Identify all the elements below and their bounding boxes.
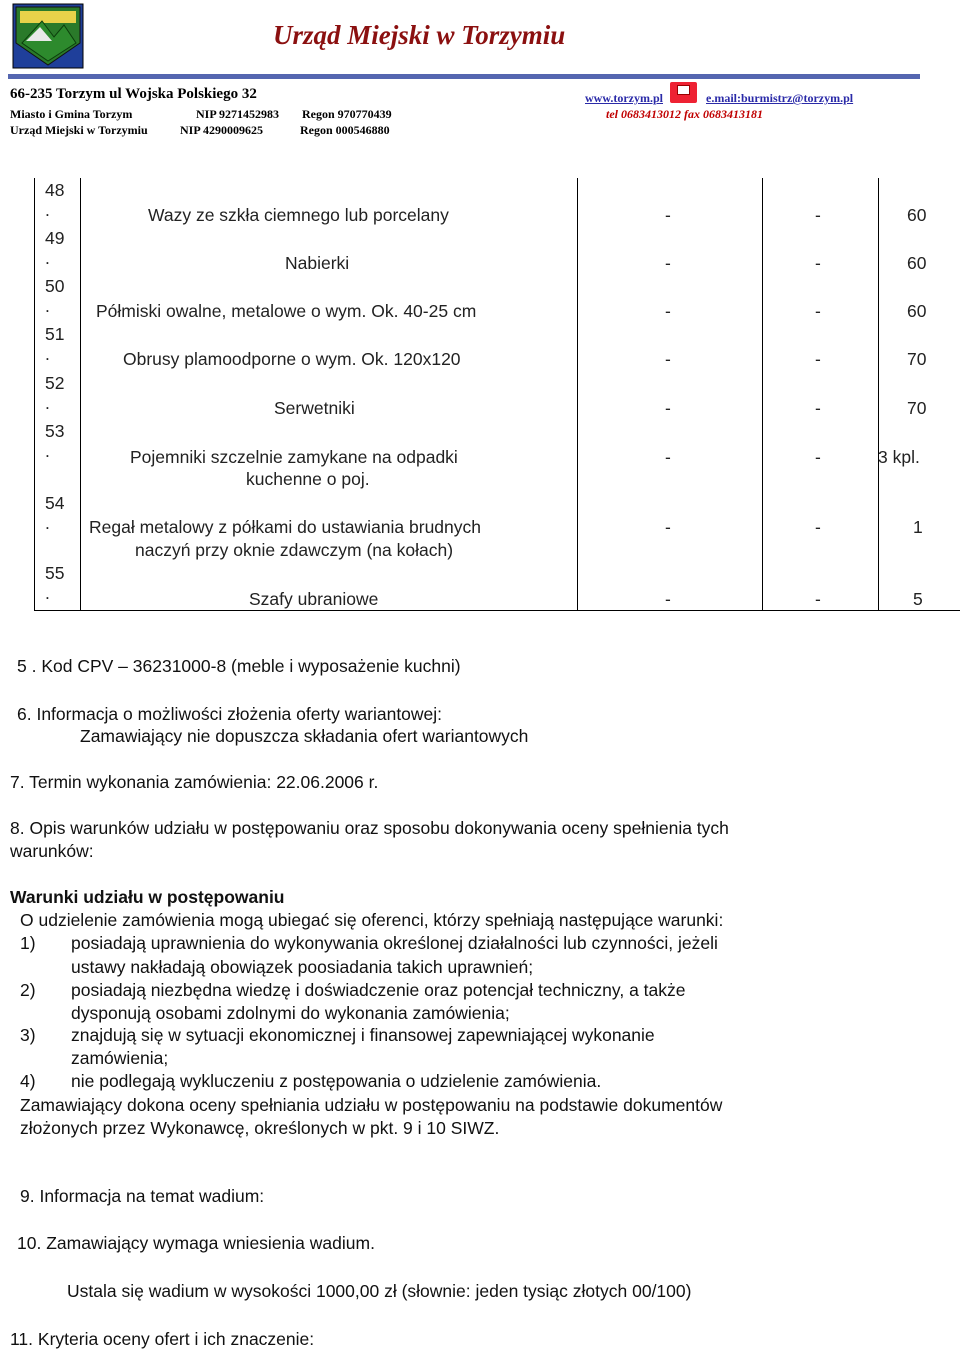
- list-marker: 1): [20, 933, 36, 953]
- row-number-dot: .: [45, 583, 50, 603]
- item-name-line2: naczyń przy oknie zdawczym (na kołach): [135, 540, 454, 560]
- row-number: 48: [45, 180, 65, 200]
- header-rule: [8, 74, 920, 79]
- item-col2: -: [815, 253, 821, 273]
- item-name: Obrusy plamoodporne o wym. Ok. 120x120: [123, 349, 461, 369]
- office-address: 66-235 Torzym ul Wojska Polskiego 32: [10, 86, 257, 102]
- list-item: posiadają uprawnienia do wykonywania określonej działalności lub czynności, jeżeli: [71, 933, 718, 953]
- line2-name: Miasto i Gmina Torzym: [10, 107, 133, 121]
- section-5-cpv: 5 . Kod CPV – 36231000-8 (meble i wyposażenie kuchni): [17, 656, 461, 676]
- item-col1: -: [665, 517, 671, 537]
- item-col2: -: [815, 517, 821, 537]
- row-number-dot: .: [45, 441, 50, 461]
- item-name: Półmiski owalne, metalowe o wym. Ok. 40-25 cm: [96, 301, 477, 321]
- section-8-line1: 8. Opis warunków udziału w postępowaniu oraz sposobu dokonywania oceny spełnienia tych: [10, 818, 729, 838]
- row-number-dot: .: [45, 513, 50, 533]
- item-col1: -: [665, 253, 671, 273]
- row-number-dot: .: [45, 393, 50, 413]
- line3-regon: Regon 000546880: [300, 123, 390, 137]
- row-number: 53: [45, 421, 65, 441]
- item-qty: 1: [913, 517, 923, 537]
- row-number-dot: .: [45, 344, 50, 364]
- row-number: 55: [45, 563, 65, 583]
- section-7-deadline: 7. Termin wykonania zamówienia: 22.06.2006 r.: [10, 772, 379, 792]
- item-col2: -: [815, 447, 821, 467]
- row-number-dot: .: [45, 296, 50, 316]
- item-qty: 60: [907, 205, 927, 225]
- list-item-cont: zamówienia;: [71, 1048, 169, 1068]
- website-link[interactable]: www.torzym.pl: [585, 91, 663, 105]
- list-marker: 3): [20, 1025, 36, 1045]
- table-border: [34, 178, 35, 610]
- table-border: [577, 178, 578, 610]
- item-name: Pojemniki szczelnie zamykane na odpadki: [130, 447, 458, 467]
- list-marker: 4): [20, 1071, 36, 1091]
- section-11-criteria: 11. Kryteria oceny ofert i ich znaczenie:: [10, 1329, 315, 1349]
- item-qty: 70: [907, 398, 927, 418]
- section-10-wadium: 10. Zamawiający wymaga wniesienia wadium.: [17, 1233, 375, 1253]
- conditions-intro: O udzielenie zamówienia mogą ubiegać się oferenci, którzy spełniają następujące warunki:: [20, 910, 724, 930]
- row-number-dot: .: [45, 200, 50, 220]
- row-number: 50: [45, 276, 65, 296]
- row-number-dot: .: [45, 248, 50, 268]
- item-col1: -: [665, 447, 671, 467]
- item-name-line2: kuchenne o poj.: [246, 469, 370, 489]
- item-qty: 3 kpl.: [878, 447, 920, 467]
- item-col1: -: [665, 589, 671, 609]
- item-qty: 60: [907, 253, 927, 273]
- website-icon: [670, 82, 697, 103]
- item-name: Serwetniki: [274, 398, 355, 418]
- item-qty: 70: [907, 349, 927, 369]
- item-col1: -: [665, 398, 671, 418]
- list-item: znajdują się w sytuacji ekonomicznej i finansowej zapewniającej wykonanie: [71, 1025, 655, 1045]
- line2-nip: NIP 9271452983: [196, 107, 280, 121]
- assessment-line1: Zamawiający dokona oceny spełniania udziału w postępowaniu na podstawie dokumentów: [20, 1095, 723, 1115]
- table-border: [762, 178, 763, 610]
- item-name: Wazy ze szkła ciemnego lub porcelany: [148, 205, 449, 225]
- table-border: [34, 610, 960, 611]
- item-name: Nabierki: [285, 253, 350, 273]
- row-number: 54: [45, 493, 65, 513]
- list-item: posiadają niezbędna wiedzę i doświadczenie oraz potencjał techniczny, a także: [71, 980, 686, 1000]
- item-col2: -: [815, 589, 821, 609]
- item-col2: -: [815, 349, 821, 369]
- municipality-crest-logo: [12, 3, 84, 69]
- email-link[interactable]: e.mail:burmistrz@torzym.pl: [706, 91, 854, 105]
- section-9-wadium-info: 9. Informacja na temat wadium:: [20, 1186, 265, 1206]
- table-border: [80, 178, 81, 610]
- list-item: nie podlegają wykluczeniu z postępowania o udzielenie zamówienia.: [71, 1071, 602, 1091]
- item-name: Regał metalowy z półkami do ustawiania brudnych: [89, 517, 482, 537]
- item-col2: -: [815, 205, 821, 225]
- item-col1: -: [665, 301, 671, 321]
- row-number: 52: [45, 373, 65, 393]
- item-qty: 60: [907, 301, 927, 321]
- office-title: Urząd Miejski w Torzymiu: [273, 20, 566, 50]
- line2-regon: Regon 970770439: [302, 107, 392, 121]
- item-name: Szafy ubraniowe: [249, 589, 379, 609]
- line3-name: Urząd Miejski w Torzymiu: [10, 123, 148, 137]
- item-qty: 5: [913, 589, 923, 609]
- item-col1: -: [665, 349, 671, 369]
- section-8-line2: warunków:: [10, 841, 94, 861]
- item-col2: -: [815, 301, 821, 321]
- section-6-title: 6. Informacja o możliwości złożenia oferty wariantowej:: [17, 704, 443, 724]
- row-number: 49: [45, 228, 65, 248]
- wadium-amount: Ustala się wadium w wysokości 1000,00 zł (słownie: jeden tysiąc złotych 00/100): [67, 1281, 692, 1301]
- conditions-heading: Warunki udziału w postępowaniu: [10, 887, 285, 907]
- list-item-cont: ustawy nakładają obowiązek poosiadania takich uprawnień;: [71, 957, 534, 977]
- list-item-cont: dysponują osobami zdolnymi do wykonania zamówienia;: [71, 1003, 510, 1023]
- phone-fax: tel 0683413012 fax 0683413181: [606, 107, 763, 121]
- line3-nip: NIP 4290009625: [180, 123, 264, 137]
- list-marker: 2): [20, 980, 36, 1000]
- table-border: [878, 178, 879, 610]
- assessment-line2: złożonych przez Wykonawcę, określonych w pkt. 9 i 10 SIWZ.: [20, 1118, 500, 1138]
- item-col2: -: [815, 398, 821, 418]
- row-number: 51: [45, 324, 65, 344]
- item-col1: -: [665, 205, 671, 225]
- section-6-text: Zamawiający nie dopuszcza składania ofert wariantowych: [80, 726, 529, 746]
